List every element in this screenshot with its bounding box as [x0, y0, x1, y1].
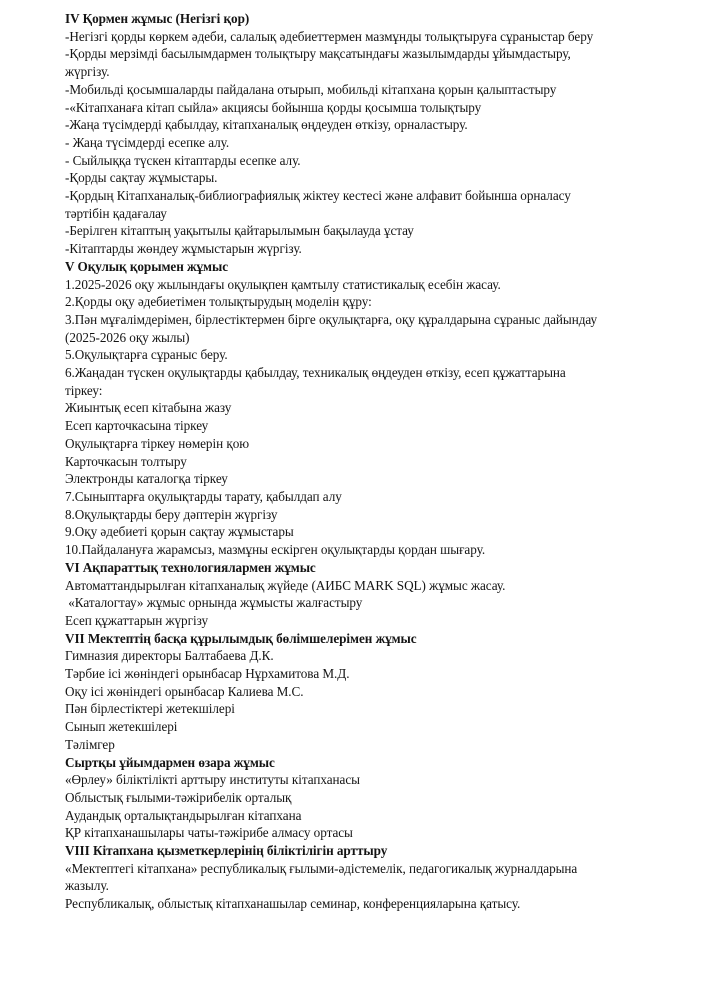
text-line: «Каталогтау» жұмыс орнында жұмысты жалғастыру	[65, 595, 363, 611]
text-line: -Қордың Кітапханалық-библиографиялық жіктеу кестесі және алфавит бойынша орналасу	[65, 188, 571, 204]
text-line: Автоматтандырылған кітапханалық жүйеде (АИБС MARK SQL) жұмыс жасау.	[65, 577, 506, 593]
text-line: тәртібін қадағалау	[65, 205, 167, 221]
text-line: -«Кітапханаға кітап сыйла» акциясы бойынша қорды қосымша толықтыру	[65, 99, 482, 115]
text-line: Тәрбие ісі жөніндегі орынбасар Нұрхамитова М.Д.	[65, 666, 350, 682]
text-line: 7.Сыныптарға оқулықтарды тарату, қабылдап алу	[65, 488, 342, 504]
text-line: Аудандық орталықтандырылған кітапхана	[65, 807, 302, 823]
text-line: Облыстық ғылыми-тәжірибелік орталық	[65, 789, 292, 805]
text-line: Есеп құжаттарын жүргізу	[65, 612, 208, 628]
text-line: «Мектептегі кітапхана» республикалық ғылыми-әдістемелік, педагогикалық журналдарына	[65, 860, 578, 876]
text-line: тіркеу:	[65, 382, 103, 398]
text-line: Пән бірлестіктері жетекшілері	[65, 701, 235, 717]
text-line: 8.Оқулықтарды беру дәптерін жүргізу	[65, 506, 278, 522]
text-line: Электронды каталогқа тіркеу	[65, 471, 228, 487]
text-line: 9.Оқу әдебиеті қорын сақтау жұмыстары	[65, 524, 294, 540]
text-line: 6.Жаңадан түскен оқулықтарды қабылдау, техникалық өңдеуден өткізу, есеп құжаттарына	[65, 365, 566, 381]
text-line: 3.Пән мұғалімдерімен, бірлестіктермен бірге оқулықтарға, оқу құралдарына сұраныс дайындау	[65, 311, 598, 327]
text-line: -Берілген кітаптың уақытылы қайтарылымын бақылауда ұстау	[65, 223, 414, 239]
text-line: Карточкасын толтыру	[65, 453, 187, 469]
section-heading: VI Ақпараттық технологиялармен жұмыс	[65, 559, 316, 575]
text-line: -Мобильді қосымшаларды пайдалана отырып, мобильді кітапхана қорын қалыптастыру	[65, 81, 557, 97]
text-line: Гимназия директоры Балтабаева Д.К.	[65, 648, 274, 664]
text-line: Оқу ісі жөніндегі орынбасар Калиева М.С.	[65, 683, 304, 699]
text-line: -Жаңа түсімдерді қабылдау, кітапханалық өңдеуден өткізу, орналастыру.	[65, 117, 468, 133]
text-line: Тәлімгер	[65, 736, 115, 752]
text-line: Жиынтық есеп кітабына жазу	[65, 400, 232, 416]
text-line: жазылу.	[65, 878, 109, 894]
text-line: -Кітаптарды жөндеу жұмыстарын жүргізу.	[65, 241, 302, 257]
text-line: 2.Қорды оқу әдебиетімен толықтырудың моделін құру:	[65, 294, 372, 310]
text-line: -Қорды мерзімді басылымдармен толықтыру мақсатындағы жазылымдарды ұйымдастыру,	[65, 46, 571, 62]
text-line: «Өрлеу» біліктілікті арттыру институты кітапханасы	[65, 772, 360, 788]
text-line: -Қорды сақтау жұмыстары.	[65, 170, 218, 186]
text-line: Есеп карточкасына тіркеу	[65, 418, 209, 434]
text-line: ҚР кітапханашылары чаты-тәжірибе алмасу ортасы	[65, 825, 353, 841]
section-heading: IV Қормен жұмыс (Негізгі қор)	[65, 11, 250, 26]
text-line: жүргізу.	[65, 64, 110, 80]
section-heading: VIII Кітапхана қызметкерлерінің біліктілігін арттыру	[65, 843, 388, 859]
text-line: Сынып жетекшілері	[65, 719, 178, 735]
section-heading: VII Мектептің басқа құрылымдық бөлімшелерімен жұмыс	[65, 630, 417, 646]
text-line: (2025-2026 оқу жылы)	[65, 329, 190, 345]
section-heading: Сыртқы ұйымдармен өзара жұмыс	[65, 754, 275, 770]
text-line: Республикалық, облыстық кітапханашылар семинар, конференцияларына қатысу.	[65, 896, 521, 912]
text-line: Оқулықтарға тіркеу нөмерін қою	[65, 435, 250, 451]
text-line: 5.Оқулықтарға сұраныс беру.	[65, 347, 228, 363]
text-line: - Жаңа түсімдерді есепке алу.	[65, 134, 230, 150]
text-line: 1.2025-2026 оқу жылындағы оқулықпен қамтылу статистикалық есебін жасау.	[65, 276, 501, 292]
text-line: - Сыйлыққа түскен кітаптарды есепке алу.	[65, 152, 301, 168]
text-line: -Негізгі қорды көркем әдеби, салалық әдебиеттермен мазмұнды толықтыруға сұраныстар беру	[65, 28, 594, 44]
text-line: 10.Пайдалануға жарамсыз, мазмұны ескірген оқулықтарды қордан шығару.	[65, 542, 486, 558]
section-heading: V Оқулық қорымен жұмыс	[65, 258, 229, 274]
